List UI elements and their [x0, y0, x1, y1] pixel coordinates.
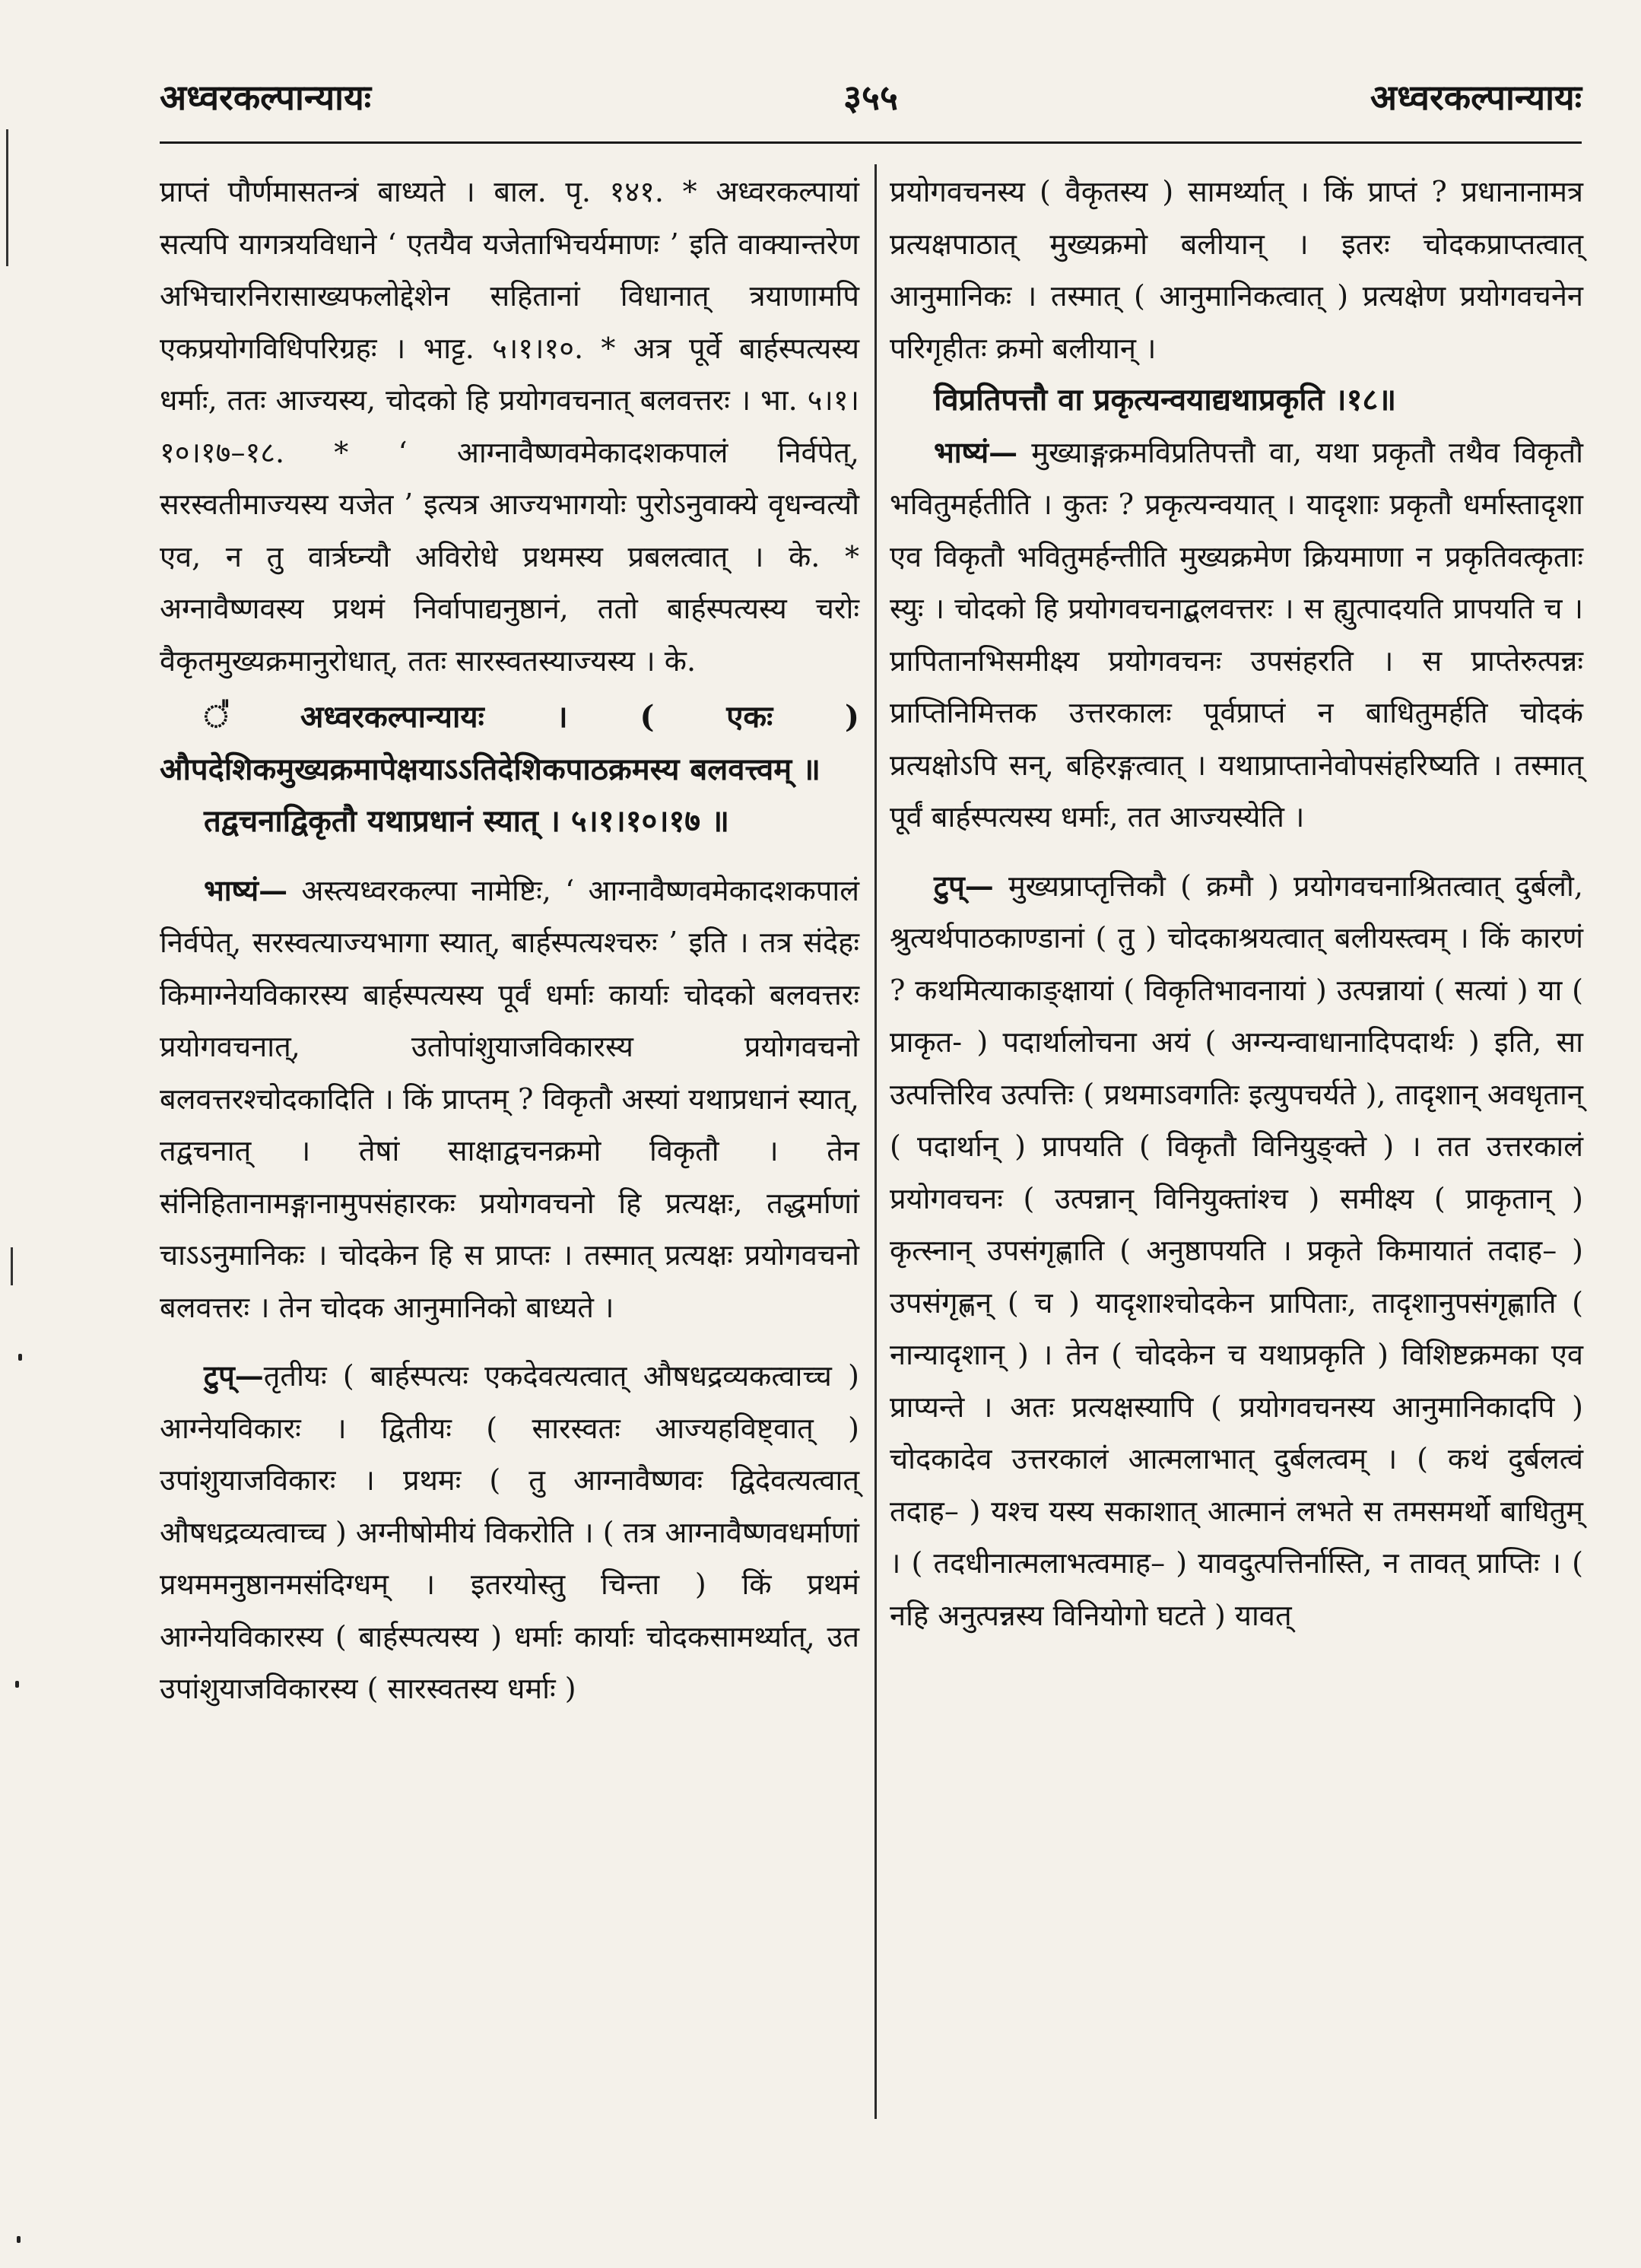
- bhashya-text: मुख्याङ्गक्रमविप्रतिपत्तौ वा, यथा प्रकृतौ तथैव विकृतौ भवितुमर्हतीति । कुतः ? प्रकृत्यन्वयात् । यादृशाः प्रकृतौ धर्मास्तादृशा एव विकृतौ भवितुमर्हन्तीति मुख्यक्रमेण क्रियमाणा न प्रकृतिवत्कृताः स्युः । चोदको हि प्रयोगवचनाद्बलवत्तरः । स ह्युत्पादयति प्रापयति च । प्रापितानभिसमीक्ष्य प्रयोगवचनः उपसंहरति । स प्राप्तेरुत्पन्नः प्राप्तिनिमित्तक उत्तरकालः पूर्वप्राप्तं न बाधितुमर्हति चोदकं प्रत्यक्षोऽपि सन्, बहिरङ्गत्वात् । यथाप्राप्तानेवोपसंहरिष्यति । तस्मात् पूर्वं बार्हस्पत्यस्य धर्माः, तत आज्यस्येति ।: [890, 435, 1583, 834]
- tupteeka-paragraph: [890, 860, 1583, 1642]
- right-column: [890, 166, 1583, 1641]
- margin-speck: [17, 2236, 21, 2243]
- page-number: ३५५: [843, 77, 898, 118]
- bhashya-paragraph: [890, 427, 1583, 843]
- header-rule: [160, 141, 1582, 144]
- bhashya-text: अस्त्यध्वरकल्पा नामेष्टिः, ‘ आग्नावैष्णवमेकादशकपालं निर्वपेत्, सरस्वत्याज्यभागा स्यात्, बार्हस्पत्यश्चरुः ’ इति । तत्र संदेहः किमाग्नेयविकारस्य बार्हस्पत्यस्य पूर्वं धर्माः कार्याः चोदको बलवत्तरः प्रयोगवचनात्, उतोपांशुयाजविकारस्य प्रयोगवचनो बलवत्तरश्चोदकादिति । किं प्राप्तम् ? विकृतौ अस्यां यथाप्रधानं स्यात्, तद्वचनात् । तेषां साक्षाद्वचनक्रमो विकृतौ । तेन संनिहितानामङ्गानामुपसंहारकः प्रयोगवचनो हि प्रत्यक्षः, तद्धर्माणां चाऽऽनुमानिकः । चोदकेन हि स प्राप्तः । तस्मात् प्रत्यक्षः प्रयोगवचनो बलवत्तरः । तेन चोदक आनुमानिको बाध्यते ।: [160, 873, 859, 1324]
- bhashya-label: भाष्यं—: [204, 872, 288, 907]
- column-divider: [874, 164, 877, 2119]
- sutra-text: विप्रतिपत्तौ वा प्रकृत्यन्वयाद्यथाप्रकृति ।१८॥: [934, 382, 1397, 418]
- header-left-title: अध्वरकल्पान्यायः: [160, 77, 372, 118]
- paragraph: प्रयोगवचनस्य ( वैकृतस्य ) सामर्थ्यात् । किं प्राप्तं ? प्रधानानामत्र प्रत्यक्षपाठात् मुख्यक्रमो बलीयान् । इतरः चोदकप्राप्तत्वात् आनुमानिकः । तस्मात् ( आनुमानिकत्वात् ) प्रत्यक्षेण प्रयोगवचनेन परिगृहीतः क्रमो बलीयान् ।: [890, 175, 1583, 365]
- tup-label: टुप्—: [204, 1358, 264, 1393]
- margin-speck: [15, 1681, 19, 1688]
- tup-text: तृतीयः ( बार्हस्पत्यः एकदेवत्यत्वात् औषधद्रव्यकत्वाच्च ) आग्नेयविकारः । द्वितीयः ( सारस्वतः आज्यहविष्ट्वात् ) उपांशुयाजविकारः । प्रथमः ( तु आग्नावैष्णवः द्विदेवत्यत्वात् औषधद्रव्यत्वाच्च ) अग्नीषोमीयं विकरोति । ( तत्र आग्नावैष्णवधर्माणां प्रथममनुष्ठानमसंदिग्धम् । इतरयोस्तु चिन्ता ) किं प्रथमं आग्नेयविकारस्य ( बार्हस्पत्यस्य ) धर्माः कार्याः चोदकसामर्थ्यात्, उत उपांशुयाजविकारस्य ( सारस्वतस्य धर्माः ): [160, 1359, 859, 1705]
- margin-speck: [18, 1354, 22, 1361]
- tup-text: मुख्यप्राप्तृत्तिकौ ( क्रमौ ) प्रयोगवचनाश्रितत्वात् दुर्बलौ, श्रुत्यर्थपाठकाण्डानां ( तु ) चोदकाश्रयत्वात् बलीयस्त्वम् । किं कारणं ? कथमित्याकाङ्क्षायां ( विकृतिभावनायां ) उत्पन्नायां ( सत्यां ) या ( प्राकृत- ) पदार्थालोचना अयं ( अग्न्यन्वाधानादिपदार्थः ) इति, सा उत्पत्तिरिव उत्पत्तिः ( प्रथमाऽवगतिः इत्युपचर्यते ), तादृशान् अवधृतान् ( पदार्थान् ) प्रापयति ( विकृतौ विनियुङ्क्ते ) । तत उत्तरकालं प्रयोगवचनः ( उत्पन्नान् विनियुक्तांश्च ) समीक्ष्य ( प्राकृतान् ) कृत्स्नान् उपसंगृह्णाति ( अनुष्ठापयति । प्रकृते किमायातं तदाह– ) उपसंगृह्णन् ( च ) यादृशाश्चोदकेन प्रापिताः, तादृशानुपसंगृह्णाति ( नान्यादृशान् ) । तेन ( चोदकेन च यथाप्रकृति ) विशिष्टक्रमका एव प्राप्यन्ते । अतः प्रत्यक्षस्यापि ( प्रयोगवचनस्य आनुमानिकादपि ) चोदकादेव उत्तरकालं आत्मलाभात् दुर्बलत्वम् । ( कथं दुर्बलत्वं तदाह– ) यश्च यस्य सकाशात् आत्मानं लभते स तमसमर्थो बाधितुम् । ( तदधीनात्मलाभत्वमाह– ) यावदुत्पत्तिर्नास्ति, न तावत् प्राप्तिः । ( नहि अनुत्पन्नस्य विनियोगो घटते ) यावत्: [890, 869, 1583, 1632]
- nyaya-heading: ᳚ अध्वरकल्पान्यायः । ( एकः ) औपदेशिकमुख्यक्रमापेक्षयाऽऽतिदेशिकपाठक्रमस्य बलवत्त्वम् ॥: [160, 699, 859, 787]
- tup-label: टुप्—: [934, 868, 994, 903]
- paragraph: प्राप्तं पौर्णमासतन्त्रं बाध्यते । बाल. पृ. १४१. * अध्वरकल्पायां सत्यपि यागत्रयविधाने ‘ एतयैव यजेताभिचर्यमाणः ’ इति वाक्यान्तरेण अभिचारनिरासाख्यफलोद्देशेन सहितानां विधानात् त्रयाणामपि एकप्रयोगविधिपरिग्रहः । भाट्ट. ५।१।१०. * अत्र पूर्वे बार्हस्पत्यस्य धर्माः, ततः आज्यस्य, चोदको हि प्रयोगवचनात् बलवत्तरः । भा. ५।१।१०।१७–१८. * ‘ आग्नावैष्णवमेकादशकपालं निर्वपेत्, सरस्वतीमाज्यस्य यजेत ’ इत्यत्र आज्यभागयोः पुरोऽनुवाक्ये वृधन्वत्यौ एव, न तु वार्त्रघ्न्यौ अविरोधे प्रथमस्य प्रबलत्वात् । के. * अग्नावैष्णवस्य प्रथमं निर्वापाद्यनुष्ठानं, ततो बार्हस्पत्यस्य चरोः वैकृतमुख्यक्रमानुरोधात्, ततः सारस्वतस्याज्यस्य । के.: [160, 175, 859, 678]
- tupteeka-paragraph: [160, 1350, 859, 1715]
- bhashya-paragraph: [160, 865, 859, 1334]
- margin-mark: [6, 129, 8, 266]
- sutra-text: तद्वचनाद्विकृतौ यथाप्रधानं स्यात् । ५।१।१०।१७ ॥: [204, 803, 729, 839]
- running-header: [160, 73, 1582, 126]
- margin-mark: [11, 1247, 13, 1285]
- left-column: [160, 166, 859, 1715]
- bhashya-label: भाष्यं—: [934, 434, 1018, 469]
- header-right-title: अध्वरकल्पान्यायः: [1370, 77, 1582, 118]
